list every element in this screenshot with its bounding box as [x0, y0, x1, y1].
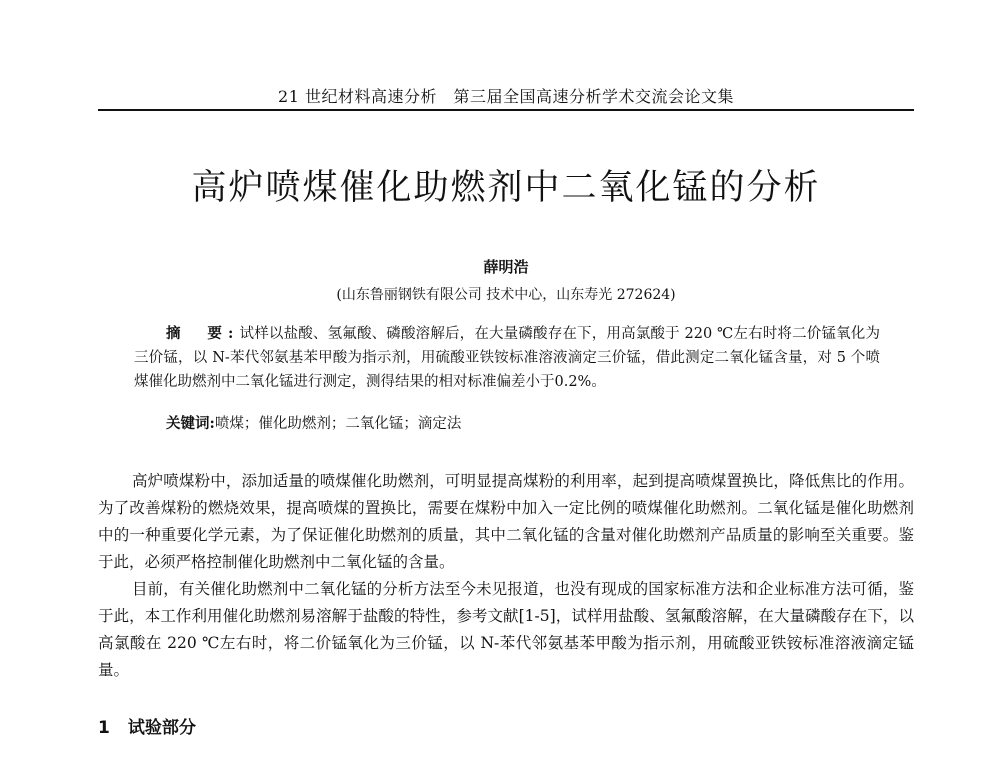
section-number: 1: [98, 718, 110, 738]
keywords: [166, 412, 880, 436]
keywords-label: 关键词:: [166, 415, 215, 432]
body-paragraph-1: 高炉喷煤粉中，添加适量的喷煤催化助燃剂，可明显提高煤粉的利用率，起到提高喷煤置换比，降低焦比的作用。为了改善煤粉的燃烧效果，提高喷煤的置换比，需要在煤粉中加入一定比例的喷煤催化助燃剂。二氧化锰是催化助燃剂中的一种重要化学元素，为了保证催化助燃剂的质量，其中二氧化锰的含量对催化助燃剂产品质量的影响至关重要。鉴于此，必须严格控制催化助燃剂中二氧化锰的含量。: [98, 472, 914, 571]
author-affiliation: (山东鲁丽钢铁有限公司 技术中心，山东寿光 272624): [336, 287, 676, 303]
body-paragraph-2: 目前，有关催化助燃剂中二氧化锰的分析方法至今未见报道，也没有现成的国家标准方法和企业标准方法可循，鉴于此，本工作利用催化助燃剂易溶解于盐酸的特性，参考文献[1-5]，试样用盐酸、氢氟酸溶解，在大量磷酸存在下，以高氯酸在 220 ℃左右时，将二价锰氧化为三价锰，以 N-苯代邻氨基苯甲酸为指示剂，用硫酸亚铁铵标准溶液滴定锰量。: [98, 580, 914, 679]
abstract-label: 摘 要:: [166, 325, 240, 342]
abstract: [134, 322, 880, 394]
abstract-text: 试样以盐酸、氢氟酸、磷酸溶解后，在大量磷酸存在下，用高氯酸于 220 ℃左右时将二价锰氧化为三价锰，以 N-苯代邻氨基苯甲酸为指示剂，用硫酸亚铁铵标准溶液滴定三价锰，借此测定二氧化锰含量，对 5 个喷煤催化助燃剂中二氧化锰进行测定，测得结果的相对标准偏差小于0.2%。: [134, 326, 880, 390]
header-rule: [98, 109, 914, 111]
keywords-text: 喷煤；催化助燃剂；二氧化锰；滴定法: [214, 416, 462, 432]
article-title: 高炉喷煤催化助燃剂中二氧化锰的分析: [191, 168, 821, 208]
section-title: 试验部分: [127, 718, 196, 738]
author-name: 薛明浩: [483, 258, 529, 276]
section-heading: [98, 713, 498, 738]
running-header: 21 世纪材料高速分析 第三届全国高速分析学术交流会论文集: [278, 87, 734, 106]
body-text: [98, 468, 914, 684]
